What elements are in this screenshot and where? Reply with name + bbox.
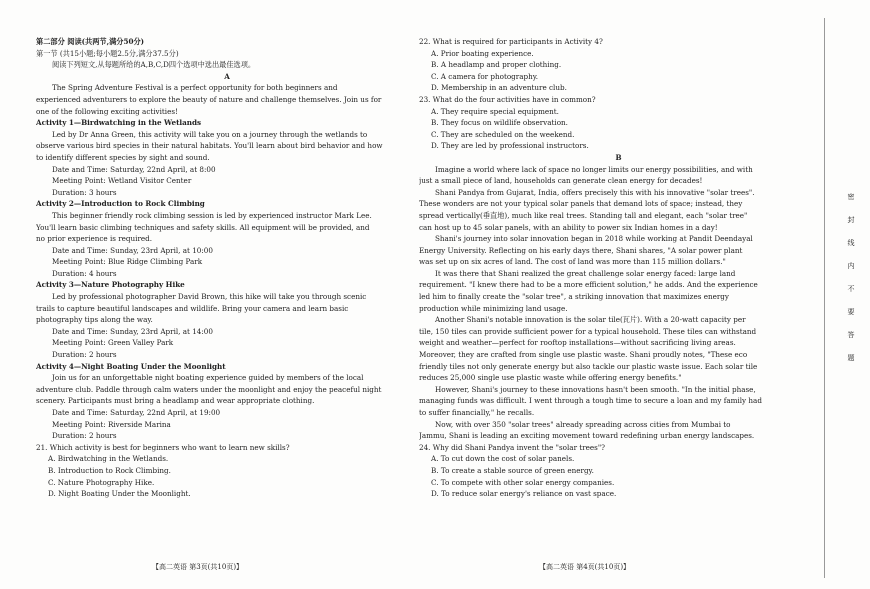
para3-line: was set up on six acres of land. The cost of land was more than 115 million dollars." [419,257,726,267]
para1-line: Imagine a world where lack of space no longer limits our energy possibilities, and with [435,164,753,174]
q22-stem: 22. What is required for participants in Activity 4? [419,37,603,46]
para4-line: led him to finally create the "solar tree", a striking innovation that maximizes energy [419,292,729,302]
para5-line: Moreover, they are crafted from single use plastic waste. Shani proudly notes, "These eco [419,350,748,360]
margin-char: 答 [847,331,855,339]
right-column [419,36,818,500]
activity2-duration: Duration: 4 hours [52,268,117,278]
para2-line: spread vertically(垂直地), much like real trees. Standing tall and elegant, each "solar tree" [419,210,748,220]
para5-line: friendly tiles not only generate energy but also tackle our plastic waste issue. Each solar tile [419,361,758,371]
q23-option-c: C. They are scheduled on the weekend. [431,129,575,139]
passage-b-label: B [615,152,622,162]
q21-option-d: D. Night Boating Under the Moonlight. [48,489,191,499]
q24-option-c: C. To compete with other solar energy companies. [431,477,615,487]
margin-char: 题 [847,354,855,362]
binding-margin-line [824,18,825,578]
activity4-duration: Duration: 2 hours [52,431,117,441]
activity3-heading: Activity 3—Nature Photography Hike [36,280,185,290]
q24-option-b: B. To create a stable source of green energy. [431,465,594,475]
q24-option-d: D. To reduce solar energy's reliance on vast space. [431,489,617,499]
activity2-text: This beginner friendly rock climbing session is led by experienced instructor Mark Lee. [52,210,372,220]
q21-option-a: A. Birdwatching in the Wetlands. [48,454,169,464]
activity1-duration: Duration: 3 hours [52,187,117,197]
instruction: 阅读下列短文,从每题所给的A,B,C,D四个选项中选出最佳选项。 [52,60,256,70]
q21-option-b: B. Introduction to Rock Climbing. [48,465,171,475]
section-title: 第二部分 阅读(共两节,满分50分) [36,37,145,46]
activity1-text: to identify different species by sight and sound. [36,152,210,162]
activity1-heading: Activity 1—Birdwatching in the Wetlands [36,118,202,128]
activity1-text: Led by Dr Anna Green, this activity will take you on a journey through the wetlands to [52,129,368,139]
activity4-place: Meeting Point: Riverside Marina [52,419,171,429]
para2-line: can host up to 45 solar panels, with an ability to power six Indian homes in a day! [419,222,718,232]
activity3-place: Meeting Point: Green Valley Park [52,338,174,348]
q23-option-a: A. They require special equipment. [431,106,559,116]
para6-line: to suffer financially," he recalls. [419,408,535,417]
q23-option-b: B. They focus on wildlife observation. [431,118,568,128]
intro-line: experienced adventurers to explore the beauty of nature and challenge themselves. Join us for [36,94,382,104]
activity3-text: photography tips along the way. [36,315,153,325]
activity1-date: Date and Time: Saturday, 22nd April, at 8:00 [52,164,216,174]
para5-line: weight and weather—perfect for rooftop installations—without sacrificing living areas. [419,338,736,348]
activity1-text: observe various bird species in their natural habitats. You'll learn about bird behavior and how [36,141,383,151]
para2-line: Shani Pandya from Gujarat, India, offers precisely this with his innovative "solar trees". [435,187,755,197]
q21-option-c: C. Nature Photography Hike. [48,477,155,487]
para1-line: just a small piece of land, households can generate clean energy for decades! [419,176,703,186]
left-column [36,36,418,500]
activity4-text: adventure club. Paddle through calm waters under the moonlight and enjoy the peaceful night [36,384,382,394]
activity2-heading: Activity 2—Introduction to Rock Climbing [36,199,205,209]
activity3-text: Led by professional photographer David Brown, this hike will take you through scenic [52,292,367,302]
para4-line: It was there that Shani realized the great challenge solar energy faced: large land [435,268,736,278]
para7-line: Jammu, Shani is leading an exciting movement toward redefining urban energy landscapes. [419,431,755,441]
passage-a-label: A [224,71,230,81]
para4-line: production while minimizing land usage. [419,303,568,313]
activity4-heading: Activity 4—Night Boating Under the Moonlight [36,361,226,371]
activity3-text: trails to capture beautiful landscapes and wildlife. Bring your camera and learn basic [36,303,349,313]
para5-line: tile, 150 tiles can provide sufficient power for a typical household. These tiles can withstand [419,326,757,336]
q22-option-c: C. A camera for photography. [431,71,539,81]
intro-line: The Spring Adventure Festival is a perfect opportunity for both beginners and [52,83,338,93]
para5-line: reduces 25,000 single use plastic waste while offering energy benefits." [419,373,682,383]
subsection-title: 第一节 (共15小题;每小题2.5分,满分37.5分) [36,48,179,58]
activity4-text: scenery. Participants must bring a headlamp and wear appropriate clothing. [36,396,315,406]
q22-option-d: D. Membership in an adventure club. [431,83,567,93]
activity2-text: You'll learn basic climbing techniques and safety skills. All equipment will be provided, and [36,222,370,232]
activity2-date: Date and Time: Sunday, 23rd April, at 10:00 [52,245,213,255]
intro-line: one of the following exciting activities! [36,106,178,116]
page-footer-right: 【高二英语 第4页(共10页)】 [539,563,631,571]
para6-line: However, Shani's journey to these innovations hasn't been smooth. "In the initial phase, [435,384,756,394]
activity1-place: Meeting Point: Wetland Visitor Center [52,176,192,186]
q22-option-b: B. A headlamp and proper clothing. [431,60,562,70]
para4-line: requirement. "I knew there had to be a more efficient solution," he adds. And the experience [419,280,758,290]
para2-line: These wonders are not your typical solar panels that demand lots of space; instead, they [419,199,743,209]
activity2-place: Meeting Point: Blue Ridge Climbing Park [52,257,203,267]
q23-option-d: D. They are led by professional instructors. [431,141,589,151]
binding-margin-notice [845,186,857,370]
q24-stem: 24. Why did Shani Pandya invent the "solar trees"? [419,442,605,452]
margin-char: 要 [847,308,855,316]
margin-char: 封 [847,216,855,224]
q22-option-a: A. Prior boating experience. [431,48,534,58]
activity4-text: Join us for an unforgettable night boating experience guided by members of the local [52,373,364,383]
margin-char: 线 [847,239,855,247]
para5-line: Another Shani's notable innovation is the solar tile(瓦片). With a 20-watt capacity per [435,315,746,325]
activity4-date: Date and Time: Saturday, 22nd April, at 19:00 [52,408,221,417]
activity3-duration: Duration: 2 hours [52,350,117,360]
para3-line: Shani's journey into solar innovation began in 2018 while working at Pandit Deendayal [435,234,753,244]
q24-option-a: A. To cut down the cost of solar panels. [431,454,575,464]
q23-stem: 23. What do the four activities have in common? [419,94,596,104]
margin-char: 密 [847,193,855,201]
para7-line: Now, with over 350 "solar trees" already spreading across cities from Mumbai to [435,419,731,429]
para3-line: Energy University. Reflecting on his early days there, Shani shares, "A solar power plant [419,245,743,255]
q21-stem: 21. Which activity is best for beginners who want to learn new skills? [36,442,290,452]
para6-line: managing funds was difficult. I went through a tough time to secure a loan and my family had [419,396,762,406]
page-footer-left: 【高二英语 第3页(共10页)】 [152,563,244,571]
activity2-text: no prior experience is required. [36,234,153,244]
activity3-date: Date and Time: Sunday, 23rd April, at 14:00 [52,326,213,336]
margin-char: 内 [847,262,855,270]
margin-char: 不 [847,285,855,293]
